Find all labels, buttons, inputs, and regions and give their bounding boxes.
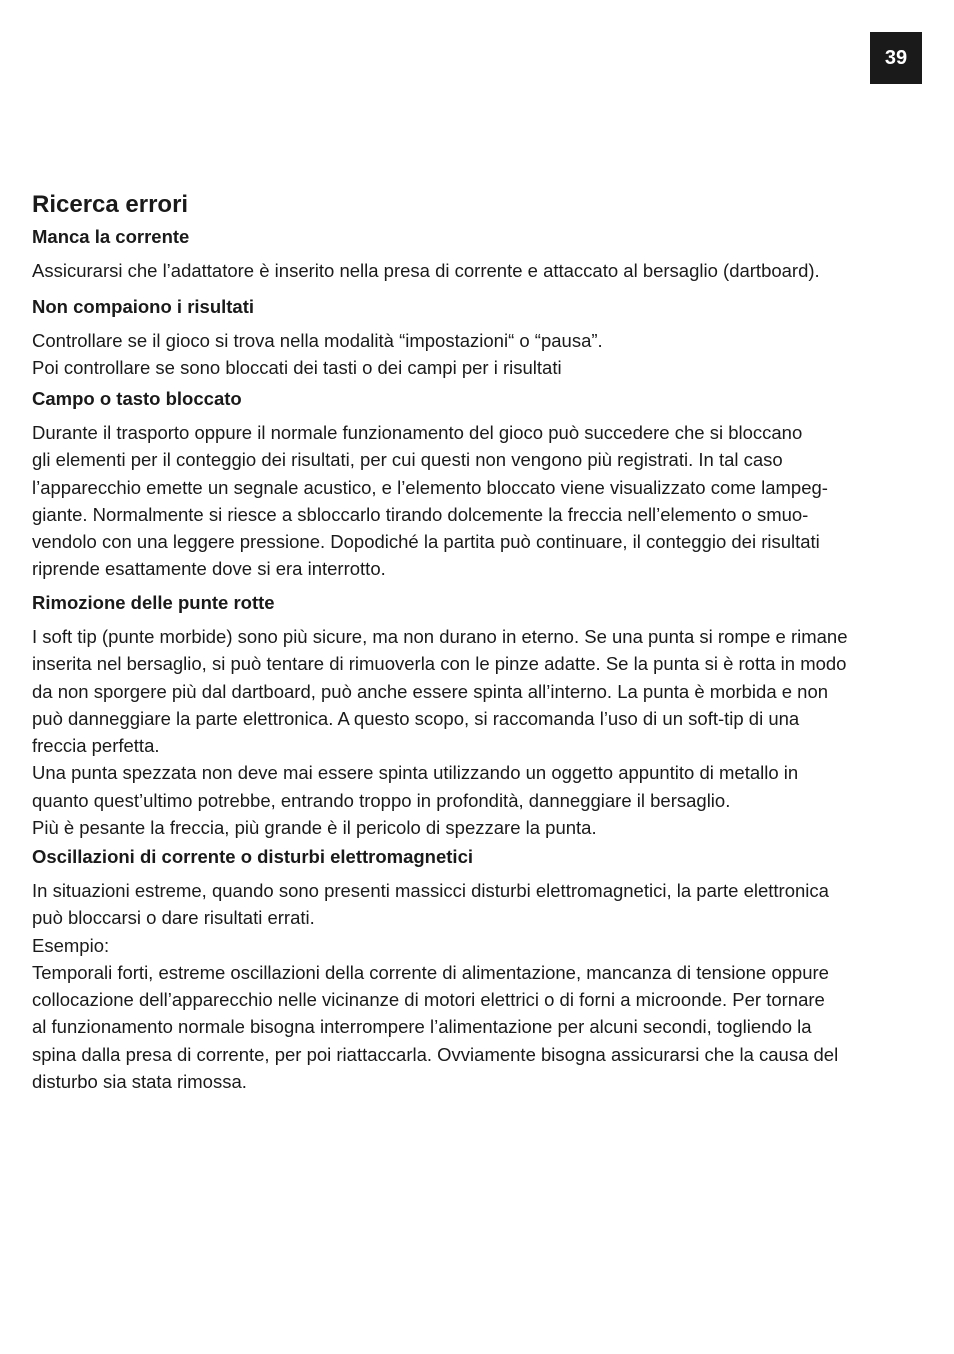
section-heading: Non compaiono i risultati [32,296,255,317]
document-body [32,190,922,1095]
page-number [870,32,922,84]
section-heading: Rimozione delle punte rotte [32,592,275,613]
page-title: Ricerca errori [32,191,189,218]
section-heading: Campo o tasto bloccato [32,388,242,409]
section-blocked-field [32,385,922,589]
section-heading: Manca la corrente [32,226,190,247]
section-no-power [32,223,922,293]
section-text: Controllare se il gioco si trova nella modalità “impostazioni“ o “pausa”. Poi controllare se sono bloccati dei tasti o dei campi per i risultati [32,330,603,379]
section-power-fluctuations [32,843,922,1095]
section-no-results [32,293,922,385]
page-number-label: 39 [884,46,908,69]
section-text: In situazioni estreme, quando sono presenti massicci disturbi elettromagnetici, la parte elettronica può bloccarsi o dare risultati errati. Esempio: Temporali forti, estreme oscillazioni della corrente di alimentazione, mancanza di tensione oppure collocazione dell’apparecchio nelle vicinanze di motori elettrici o di forni a microonde. Per tornare al funzionamento normale bisogna interrompere l’alimentazione per alcuni secondi, togliendo la spina dalla presa di corrente, per poi riattaccarla. Ovviamente bisogna assicurarsi che la causa del disturbo sia stata rimossa. [32,880,839,1093]
section-text: Durante il trasporto oppure il normale funzionamento del gioco può succedere che si bloccano gli elementi per il conteggio dei risultati, per cui questi non vengono più registrati. In tal caso l’apparecchio emette un segnale acustico, e l’elemento bloccato viene visualizzato come lampeg- giante. Normalmente si riesce a sbloccarlo tirando dolcemente la freccia nell’elemento o smuo- vendolo con una leggere pressione. Dopodiché la partita può continuare, il conteggio dei risultati riprende esattamente dove si era interrotto. [32,422,828,580]
section-heading: Oscillazioni di corrente o disturbi elettromagnetici [32,846,474,867]
section-text: I soft tip (punte morbide) sono più sicure, ma non durano in eterno. Se una punta si rompe e rimane inserita nel bersaglio, si può tentare di rimuoverla con le pinze adatte. Se la punta si è rotta in modo da non sporgere più dal dartboard, può anche essere spinta all’interno. La punta è morbida e non può danneggiare la parte elettronica. A questo scopo, si raccomanda l’uso di un soft-tip di una freccia perfetta. Una punta spezzata non deve mai essere spinta utilizzando un oggetto appuntito di metallo in quanto quest’ultimo potrebbe, entrando troppo in profondità, danneggiare il bersaglio. Più è pesante la freccia, più grande è il pericolo di spezzare la punta. [32,626,848,839]
section-text: Assicurarsi che l’adattatore è inserito nella presa di corrente e attaccato al bersaglio (dartboard). [32,260,820,281]
section-broken-tips [32,589,922,843]
